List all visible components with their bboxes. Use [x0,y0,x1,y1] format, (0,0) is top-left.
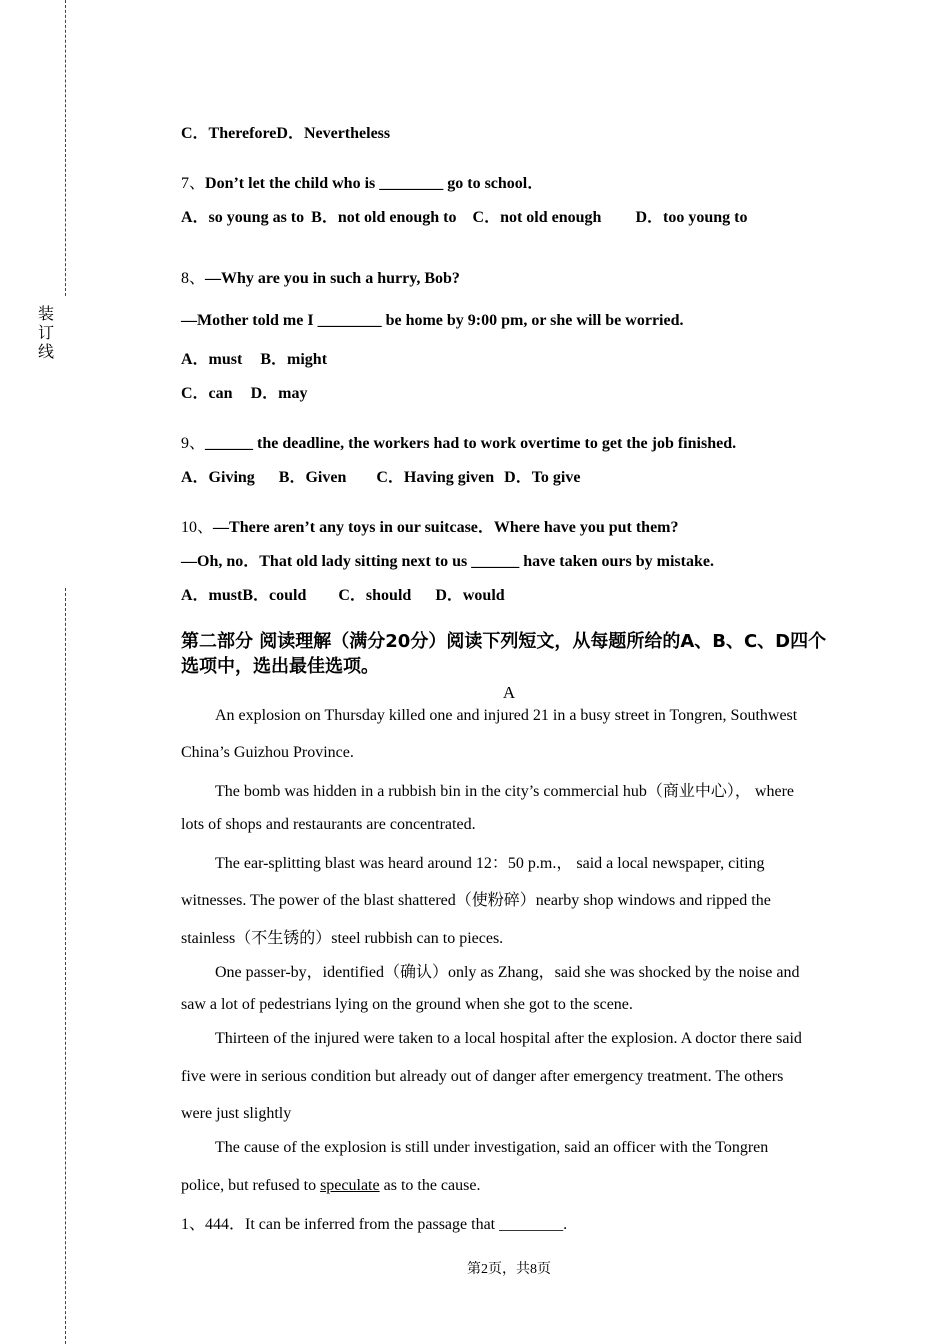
q7-options [181,204,747,227]
passage-p2-line2: lots of shops and restaurants are concentrated. [181,816,476,833]
q7-option-d: D．too young to [635,209,748,226]
binding-char: 装 [37,304,54,323]
passage-p3-line1: The ear-splitting blast was heard around 12：50 p.m.， said a local newspaper, citing [215,855,765,872]
passage-p2-line1: The bomb was hidden in a rubbish bin in the city’s commercial hub（商业中心）， where [215,783,795,800]
passage-p4-line2: saw a lot of pedestrians lying on the ground when she got to the scene. [181,996,633,1013]
q8-number: 8、 [181,270,206,287]
passage-label: A [502,683,516,702]
q7-stem-line [181,170,543,193]
q9-option-a: A．Giving [181,469,255,486]
section2-heading-line2: 选项中，选出最佳选项。 [181,656,379,677]
q10-option-a: A．must [181,587,243,604]
underlined-word: speculate [320,1177,380,1194]
q10-option-d: D．would [435,587,505,604]
q7-option-c: C．not old enough [472,209,602,226]
passage-p5-line1: Thirteen of the injured were taken to a local hospital after the explosion. A doctor there said [215,1030,802,1047]
reading-question-1: 1、444．It can be inferred from the passage that ________. [181,1216,568,1233]
passage-p6-line1: The cause of the explosion is still under investigation, said an officer with the Tongren [215,1139,769,1156]
passage-p5-line2: five were in serious condition but already out of danger after emergency treatment. The others [181,1068,784,1085]
q8-option-d: D．may [250,385,308,402]
passage-p3-line3: stainless（不生锈的）steel rubbish can to pieces. [181,930,504,947]
q9-options [181,464,580,487]
q8-stem: —Why are you in such a hurry, Bob? [205,270,460,287]
q7-number: 7、 [181,175,206,192]
q8-options-cd [181,380,307,403]
section2-heading [181,629,846,679]
binding-label [36,304,56,361]
passage-p4-line1: One passer-by，identified（确认）only as Zhang，said she was shocked by the noise and [215,964,800,981]
q8-option-a: A．must [181,351,243,368]
binding-dashed-line-top [65,0,66,296]
q10-number: 10、 [181,519,214,536]
q10-stem-line [181,514,679,537]
passage-p5-line3: were just slightly [181,1105,292,1122]
passage-p6-line2-pre: police, but refused to [181,1177,321,1194]
q9-option-b: B．Given [278,469,347,486]
q9-option-d: D．To give [504,469,581,486]
page-footer: 第2页，共8页 [467,1262,551,1277]
q8-stem-line [181,265,460,288]
q7-option-a: A．so young as to [181,209,305,226]
q10-stem: —There aren’t any toys in our suitcase．Where have you put them? [213,519,679,536]
passage-p6-line2 [181,1177,480,1195]
binding-char: 订 [37,323,54,342]
q9-number: 9、 [181,435,206,452]
q10-options [181,582,505,605]
q9-option-c: C．Having given [376,469,495,486]
q10-line2: —Oh, no．That old lady sitting next to us ______ have taken ours by mistake. [181,553,714,570]
q8-option-b: B．might [260,351,328,368]
q9-stem-line [181,430,736,453]
q8-line2: —Mother told me I ________ be home by 9:00 pm, or she will be worried. [181,312,684,329]
q8-options-ab [181,346,327,369]
q8-option-c: C．can [181,385,233,402]
passage-p1-line1: An explosion on Thursday killed one and injured 21 in a busy street in Tongren, Southwest [215,707,798,724]
section2-heading-line1: 第二部分 阅读理解（满分20分）阅读下列短文，从每题所给的A、B、C、D四个 [181,631,827,652]
q10-option-b: B．could [242,587,307,604]
q10-option-c: C．should [338,587,412,604]
q7-stem: Don’t let the child who is ________ go to school． [205,175,544,192]
q9-stem: ______ the deadline, the workers had to work overtime to get the job finished. [205,435,737,452]
passage-p3-line2: witnesses. The power of the blast shattered（使粉碎）nearby shop windows and ripped the [181,892,771,909]
binding-char: 线 [37,342,54,361]
passage-p1-line2: China’s Guizhou Province. [181,744,354,761]
passage-p6-line2-post: as to the cause. [379,1177,481,1194]
q7-option-b: B．not old enough to [311,209,457,226]
q6-options-cd: C．ThereforeD．Nevertheless [181,125,391,142]
